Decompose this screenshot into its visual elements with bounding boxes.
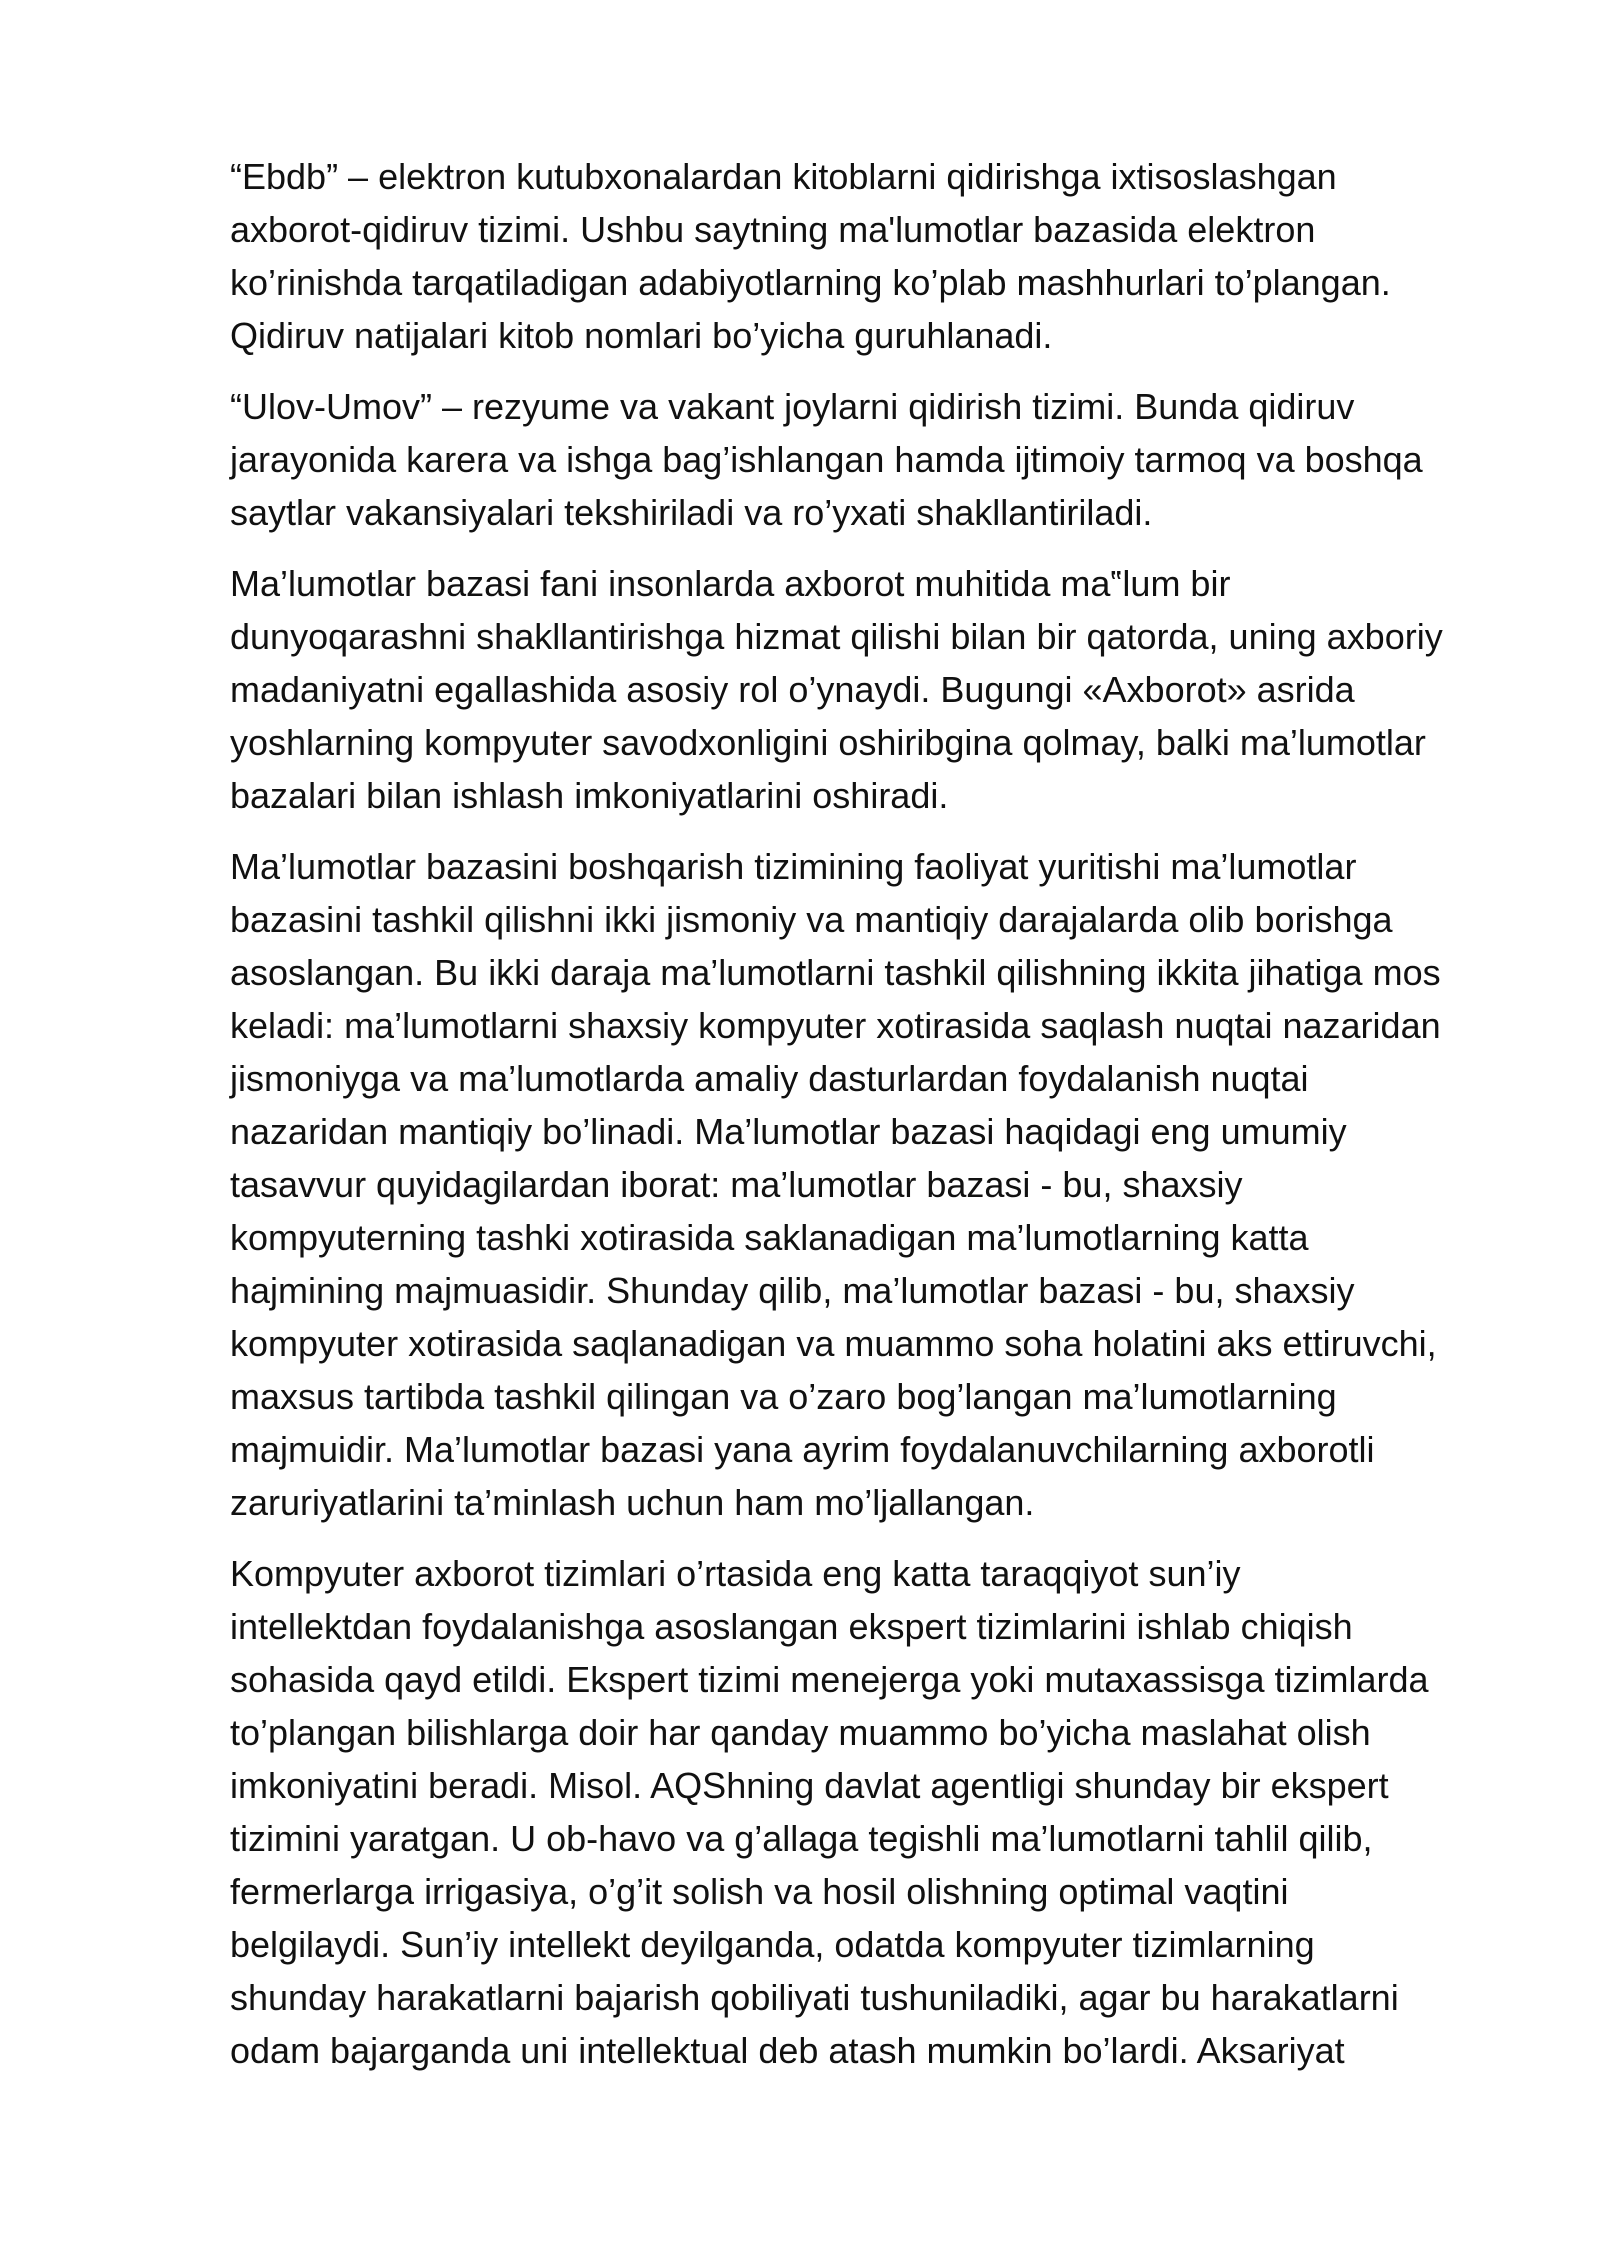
text-line: Ma’lumotlar bazasi fani insonlarda axborot muhitida ma‟lum bir	[230, 563, 1231, 604]
paragraph-ebdb	[230, 150, 1520, 362]
text-line: jismoniyga va ma’lumotlarda amaliy dasturlardan foydalanish nuqtai	[230, 1058, 1309, 1099]
text-line: hajmining majmuasidir. Shunday qilib, ma’lumotlar bazasi - bu, shaxsiy	[230, 1270, 1355, 1311]
paragraph-expert-systems	[230, 1547, 1520, 2077]
text-line: ko’rinishda tarqatiladigan adabiyotlarning ko’plab mashhurlari to’plangan.	[230, 262, 1391, 303]
text-line: odam bajarganda uni intellektual deb atash mumkin bo’lardi. Aksariyat	[230, 2030, 1345, 2071]
text-line: keladi: ma’lumotlarni shaxsiy kompyuter xotirasida saqlash nuqtai nazaridan	[230, 1005, 1441, 1046]
text-line: Ma’lumotlar bazasini boshqarish tizimining faoliyat yuritishi ma’lumotlar	[230, 846, 1357, 887]
text-line: “Ebdb” – elektron kutubxonalardan kitoblarni qidirishga ixtisoslashgan	[230, 156, 1337, 197]
text-line: shunday harakatlarni bajarish qobiliyati tushuniladiki, agar bu harakatlarni	[230, 1977, 1399, 2018]
text-line: majmuidir. Ma’lumotlar bazasi yana ayrim foydalanuvchilarning axborotli	[230, 1429, 1375, 1470]
document-body	[230, 150, 1520, 2095]
text-line: axborot-qidiruv tizimi. Ushbu saytning ma'lumotlar bazasida elektron	[230, 209, 1316, 250]
text-line: sohasida qayd etildi. Ekspert tizimi menejerga yoki mutaxassisga tizimlarda	[230, 1659, 1429, 1700]
text-line: imkoniyatini beradi. Misol. AQShning davlat agentligi shunday bir ekspert	[230, 1765, 1389, 1806]
text-line: tizimini yaratgan. U ob-havo va g’allaga tegishli ma’lumotlarni tahlil qilib,	[230, 1818, 1373, 1859]
text-line: maxsus tartibda tashkil qilingan va o’zaro bog’langan ma’lumotlarning	[230, 1376, 1337, 1417]
text-line: to’plangan bilishlarga doir har qanday muammo bo’yicha maslahat olish	[230, 1712, 1371, 1753]
text-line: madaniyatni egallashida asosiy rol o’ynaydi. Bugungi «Axborot» asrida	[230, 669, 1355, 710]
paragraph-ulov-umov	[230, 380, 1520, 539]
text-line: “Ulov-Umov” – rezyume va vakant joylarni qidirish tizimi. Bunda qidiruv	[230, 386, 1355, 427]
text-line: dunyoqarashni shakllantirishga hizmat qilishi bilan bir qatorda, uning axboriy	[230, 616, 1443, 657]
text-line: kompyuter xotirasida saqlanadigan va muammo soha holatini aks ettiruvchi,	[230, 1323, 1437, 1364]
text-line: Qidiruv natijalari kitob nomlari bo’yicha guruhlanadi.	[230, 315, 1053, 356]
text-line: Kompyuter axborot tizimlari o’rtasida eng katta taraqqiyot sun’iy	[230, 1553, 1241, 1594]
text-line: belgilaydi. Sun’iy intellekt deyilganda, odatda kompyuter tizimlarning	[230, 1924, 1315, 1965]
text-line: nazaridan mantiqiy bo’linadi. Ma’lumotlar bazasi haqidagi eng umumiy	[230, 1111, 1347, 1152]
text-line: yoshlarning kompyuter savodxonligini oshiribgina qolmay, balki ma’lumotlar	[230, 722, 1426, 763]
text-line: jarayonida karera va ishga bag’ishlangan hamda ijtimoiy tarmoq va boshqa	[230, 439, 1423, 480]
text-line: bazalari bilan ishlash imkoniyatlarini oshiradi.	[230, 775, 949, 816]
text-line: fermerlarga irrigasiya, o’g’it solish va hosil olishning optimal vaqtini	[230, 1871, 1289, 1912]
text-line: saytlar vakansiyalari tekshiriladi va ro’yxati shakllantiriladi.	[230, 492, 1153, 533]
paragraph-dbms	[230, 840, 1520, 1529]
paragraph-database-science	[230, 557, 1520, 822]
text-line: zaruriyatlarini ta’minlash uchun ham mo’ljallangan.	[230, 1482, 1035, 1523]
text-line: intellektdan foydalanishga asoslangan ekspert tizimlarini ishlab chiqish	[230, 1606, 1353, 1647]
text-line: bazasini tashkil qilishni ikki jismoniy va mantiqiy darajalarda olib borishga	[230, 899, 1393, 940]
text-line: asoslangan. Bu ikki daraja ma’lumotlarni tashkil qilishning ikkita jihatiga mos	[230, 952, 1441, 993]
text-line: tasavvur quyidagilardan iborat: ma’lumotlar bazasi - bu, shaxsiy	[230, 1164, 1243, 1205]
text-line: kompyuterning tashki xotirasida saklanadigan ma’lumotlarning katta	[230, 1217, 1309, 1258]
